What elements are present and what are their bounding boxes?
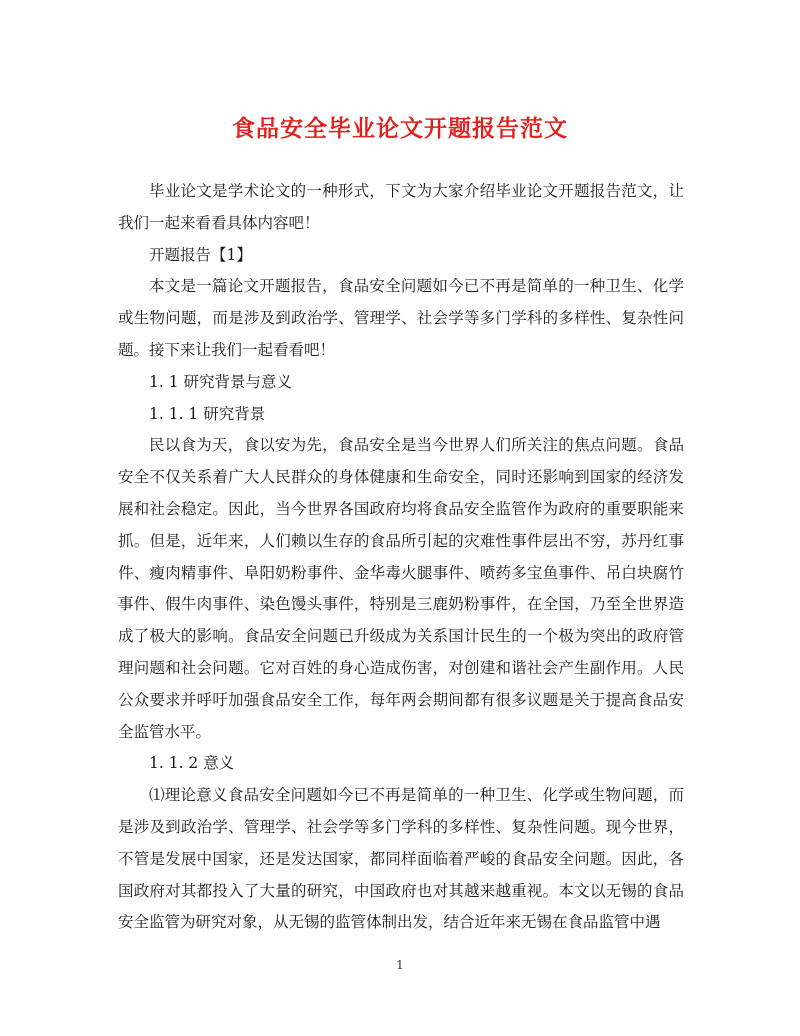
section-heading-1-1: 1. 1 研究背景与意义	[149, 372, 293, 391]
abstract-paragraph: 本文是一篇论文开题报告，食品安全问题如今已不再是简单的一种卫生、化学或生物问题，而是涉及到政治学、管理学、社会学等多门学科的多样性、复杂性问题。接下来让我们一起看看吧！	[118, 277, 684, 359]
background-paragraph: 民以食为天，食以安为先，食品安全是当今世界人们所关注的焦点问题。食品安全不仅关系着广大人民群众的身体健康和生命安全，同时还影响到国家的经济发展和社会稳定。因此，当今世界各国政府均将食品安全监管作为政府的重要职能来抓。但是，近年来，人们赖以生存的食品所引起的灾难性事件层出不穷，苏丹红事件、瘦肉精事件、阜阳奶粉事件、金华毒火腿事件、喷药多宝鱼事件、吊白块腐竹事件、假牛肉事件、染色馒头事件，特别是三鹿奶粉事件，在全国，乃至全世界造成了极大的影响。食品安全问题已升级成为关系国计民生的一个极为突出的政府管理问题和社会问题。它对百姓的身心造成伤害，对创建和谐社会产生副作用。人民公众要求并呼吁加强食品安全工作，每年两会期间都有很多议题是关于提高食品安全监管水平。	[118, 436, 684, 741]
document-body	[118, 176, 684, 939]
intro-paragraph: 毕业论文是学术论文的一种形式，下文为大家介绍毕业论文开题报告范文，让我们一起来看看具体内容吧！	[118, 182, 684, 232]
report-label: 开题报告【1】	[149, 245, 252, 264]
significance-paragraph: ⑴理论意义食品安全问题如今已不再是简单的一种卫生、化学或生物问题，而是涉及到政治学、管理学、社会学等多门学科的多样性、复杂性问题。现今世界，不管是发展中国家，还是发达国家，都同样面临着严峻的食品安全问题。因此，各国政府对其都投入了大量的研究，中国政府也对其越来越重视。本文以无锡的食品安全监管为研究对象，从无锡的监管体制出发，结合近年来无锡在食品监管中遇	[118, 786, 684, 932]
page-number: 1	[396, 958, 404, 972]
document-title: 食品安全毕业论文开题报告范文	[232, 115, 568, 142]
section-heading-1-1-1: 1. 1. 1 研究背景	[149, 404, 266, 423]
section-heading-1-1-2: 1. 1. 2 意义	[149, 754, 235, 773]
